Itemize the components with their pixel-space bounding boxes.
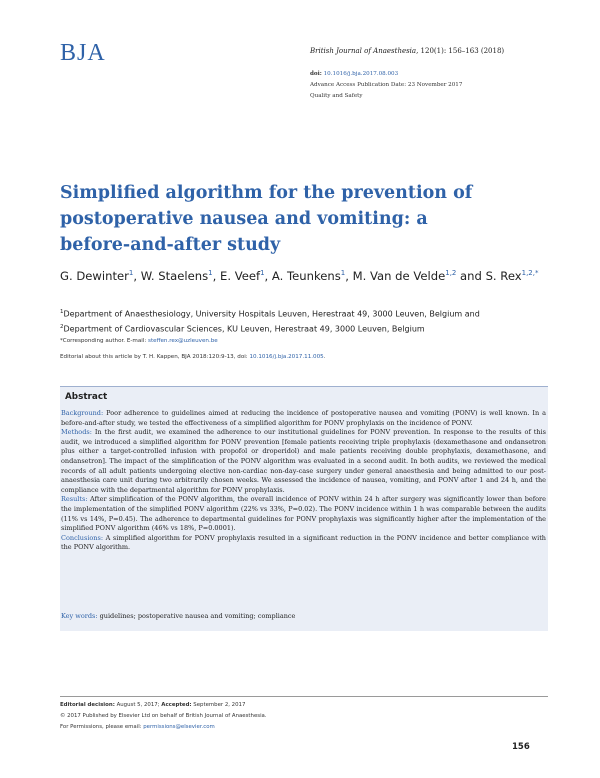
article-meta: [310, 69, 462, 102]
journal-ref: , 120(1): 156–163 (2018): [416, 47, 505, 55]
author-affiliation-marker[interactable]: 1,2,*: [521, 269, 539, 277]
permissions-note: For Permissions, please email: permissions@elsevier.com: [60, 724, 215, 730]
author-separator: ,: [212, 268, 220, 283]
article-section: Quality and Safety: [310, 93, 363, 99]
permissions-email-link[interactable]: permissions@elsevier.com: [143, 724, 215, 730]
abstract-body: [61, 409, 546, 553]
journal-logo: BJA: [60, 40, 106, 66]
author-name: S. Rex: [485, 268, 522, 283]
affiliation-list: [60, 306, 560, 335]
author-separator: and: [456, 268, 486, 283]
affiliation-2: $^2$Department of Cardiovascular Sciences, KU Leuven, Herestraat 49, 3000 Leuven, Belgium: [60, 323, 425, 334]
footer-divider: [60, 696, 548, 697]
abstract-results: Results: After simplification of the PONV algorithm, the overall incidence of PONV within 24 h after surgery was significantly lower than before the implementation of the simplified PONV algorithm (22% vs 33%, P=0.02). The PONV incidence within 1 h was comparable between the audits (11% vs 14%, P=0.45). The adherence to departmental guidelines for PONV prophylaxis was significantly higher after the implementation of the simplified PONV algorithm (46% vs 18%, P=0.0001).: [61, 495, 546, 533]
article-title: Simplified algorithm for the prevention of postoperative nausea and vomiting: a before-and-after study: [60, 183, 473, 255]
author-separator: ,: [133, 268, 141, 283]
author-name: E. Veef: [220, 268, 261, 283]
decision-dates: Editorial decision: August 5, 2017; Accepted: September 2, 2017: [60, 702, 246, 708]
author-separator: ,: [345, 268, 353, 283]
author-name: M. Van de Velde: [352, 268, 446, 283]
editorial-doi-link[interactable]: 10.1016/j.bja.2017.11.005: [249, 354, 324, 360]
abstract-background: Background: Poor adherence to guidelines aimed at reducing the incidence of postoperative nausea and vomiting (PONV) is well known. In a before-and-after study, we tested the effectiveness of a simplified algorithm for PONV prophylaxis on the incidence of PONV.: [61, 409, 546, 427]
author-affiliation-marker[interactable]: 1: [128, 269, 134, 277]
copyright-notice: © 2017 Published by Elsevier Ltd on behalf of British Journal of Anaesthesia.: [60, 713, 267, 719]
author-affiliation-marker[interactable]: 1: [208, 269, 213, 277]
abstract-methods: Methods: In the first audit, we examined the adherence to our institutional guidelines for PONV prevention. In response to the results of this audit, we introduced a simplified algorithm for PONV prevention [female patients receiving triple prophylaxis (dexamethasone and ondansetron plus either a target-controlled infusion with propofol or droperidol) and male patients receiving double prophylaxis, dexamethasone, and ondansetron]. The impact of the simplification of the PONV algorithm was evaluated in a second audit. In both audits, we reviewed the medical records of all adult patients undergoing elective non-cardiac non-day-case surgery under general anaesthesia and being admitted to our post-anaesthesia care unit during two arbitrarily chosen weeks. We assessed the incidence of nausea, vomiting, and PONV after 1 and 24 h, and the compliance with the departmental algorithm for PONV prophylaxis.: [61, 428, 546, 494]
author-affiliation-marker[interactable]: 1,2: [445, 269, 457, 277]
corresponding-author: *Corresponding author. E-mail: steffen.rex@uzleuven.be: [60, 338, 218, 344]
author-separator: ,: [264, 268, 272, 283]
advance-access-date: Advance Access Publication Date: 23 November 2017: [310, 82, 463, 88]
corresponding-email-link[interactable]: steffen.rex@uzleuven.be: [148, 338, 218, 344]
journal-name: British Journal of Anaesthesia: [310, 47, 417, 55]
doi-link[interactable]: 10.1016/j.bja.2017.08.003: [323, 71, 399, 77]
affiliation-1: $^1$Department of Anaesthesiology, University Hospitals Leuven, Herestraat 49, 3000 Leuven, Belgium and: [60, 309, 480, 319]
author-list: [60, 263, 550, 286]
keywords: Key words: guidelines; postoperative nausea and vomiting; compliance: [61, 612, 296, 620]
author-affiliation-marker[interactable]: 1: [340, 269, 346, 277]
author-affiliation-marker[interactable]: 1: [260, 269, 265, 277]
author-name: G. Dewinter: [60, 268, 129, 283]
footer-notes: [60, 700, 267, 733]
author-name: A. Teunkens: [271, 268, 341, 283]
abstract-heading: Abstract: [65, 392, 108, 402]
editorial-note: Editorial about this article by T. H. Kappen, BJA 2018:120:9-13, doi: 10.1016/j.bja.2017.11.005.: [60, 354, 326, 360]
abstract-box: [60, 386, 548, 631]
abstract-conclusions: Conclusions: A simplified algorithm for PONV prophylaxis resulted in a significant reduction in the PONV incidence and better compliance with the PONV algorithm.: [61, 533, 546, 552]
doi-label: doi:: [310, 71, 322, 77]
page-number: 156: [512, 742, 530, 752]
journal-citation: [310, 47, 504, 55]
author-name: W. Staelens: [140, 268, 209, 283]
